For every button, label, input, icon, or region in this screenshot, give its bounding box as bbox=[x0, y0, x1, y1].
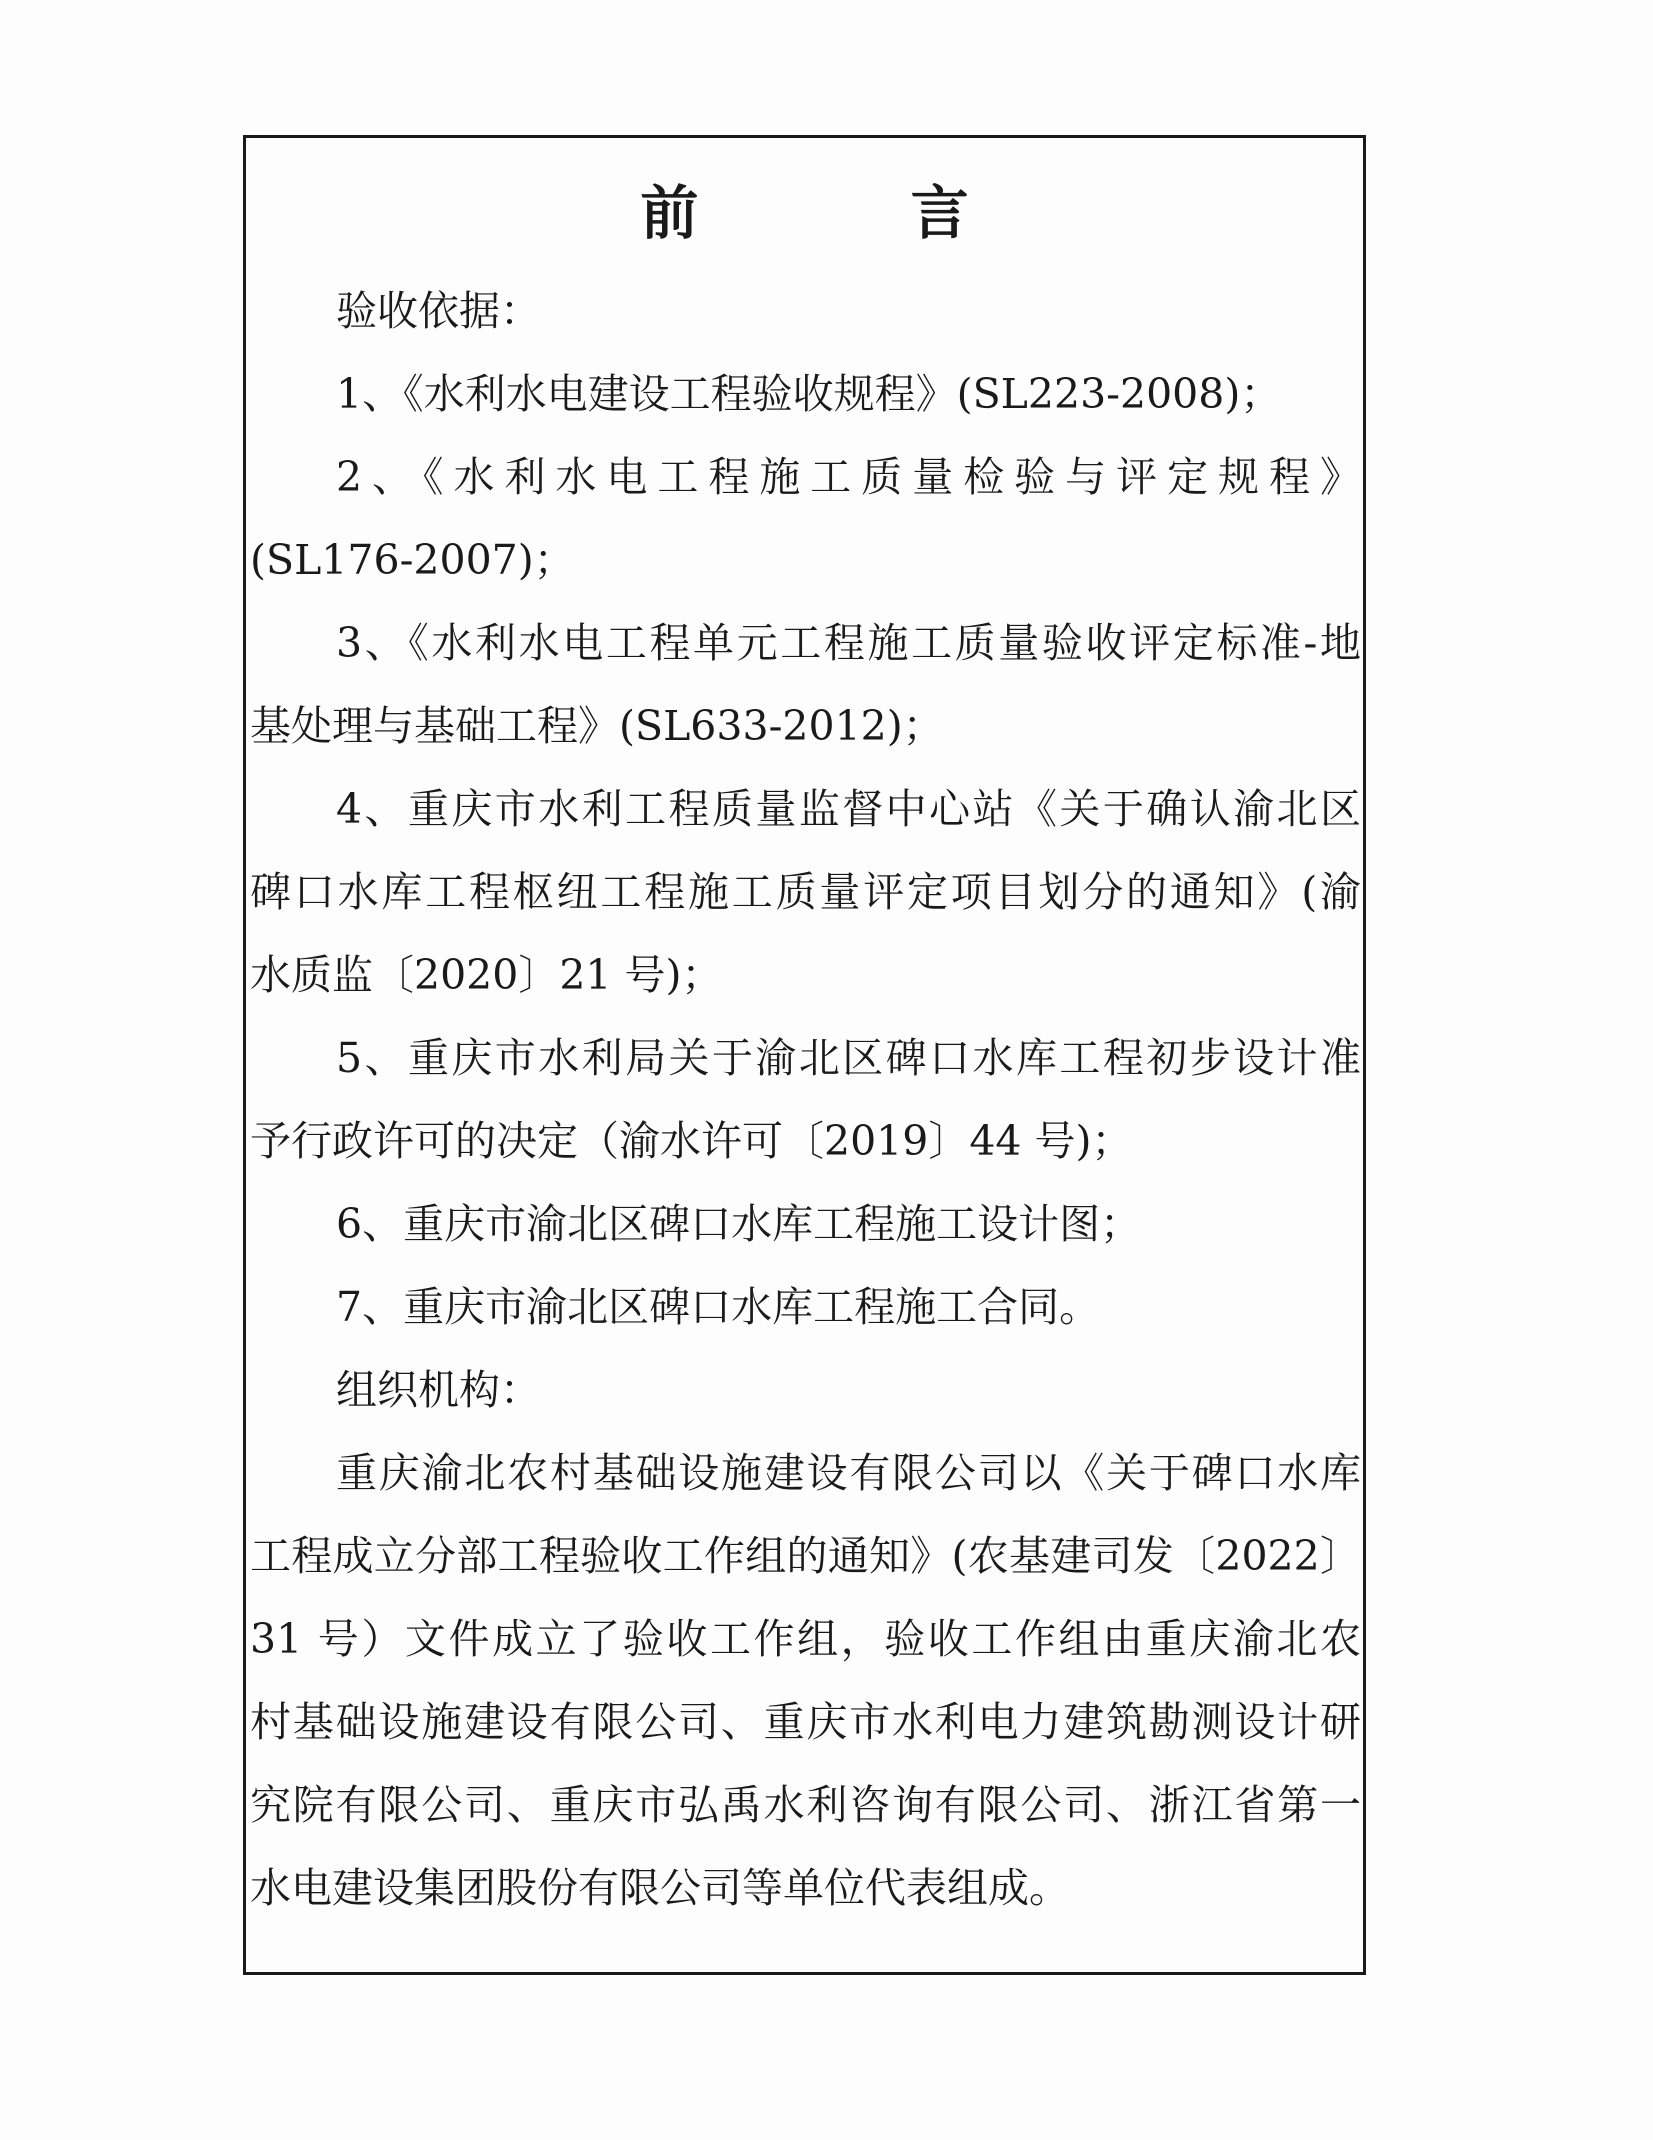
basis-item-2-cont: (SL176-2007)； bbox=[250, 536, 575, 584]
organization-paragraph-line-3: 31 号）文件成立了验收工作组，验收工作组由重庆渝北农 bbox=[250, 1615, 1361, 1663]
page-title: 前 言 bbox=[640, 179, 1065, 247]
basis-item-4-cont-2: 水质监〔2020〕21 号)； bbox=[250, 951, 723, 999]
basis-item-2: 2、《水利水电工程施工质量检验与评定规程》 bbox=[336, 453, 1361, 501]
text-frame bbox=[243, 135, 1366, 1975]
basis-item-5: 5、重庆市水利局关于渝北区碑口水库工程初步设计准 bbox=[336, 1034, 1361, 1082]
organization-paragraph-line-6: 水电建设集团股份有限公司等单位代表组成。 bbox=[250, 1864, 1070, 1912]
organization-paragraph-line-4: 村基础设施建设有限公司、重庆市水利电力建筑勘测设计研 bbox=[250, 1698, 1361, 1746]
basis-item-3: 3、《水利水电工程单元工程施工质量验收评定标准-地 bbox=[336, 619, 1361, 667]
organization-paragraph-line-2: 工程成立分部工程验收工作组的通知》(农基建司发〔2022〕 bbox=[250, 1532, 1361, 1580]
basis-item-1: 1、《水利水电建设工程验收规程》(SL223-2008)； bbox=[336, 370, 1282, 418]
basis-item-4-cont-1: 碑口水库工程枢纽工程施工质量评定项目划分的通知》(渝 bbox=[250, 868, 1361, 916]
basis-item-4: 4、重庆市水利工程质量监督中心站《关于确认渝北区 bbox=[336, 785, 1361, 833]
basis-item-3-cont: 基处理与基础工程》(SL633-2012)； bbox=[250, 702, 944, 750]
section-heading-organization: 组织机构： bbox=[336, 1366, 541, 1414]
organization-paragraph-line-5: 究院有限公司、重庆市弘禹水利咨询有限公司、浙江省第一 bbox=[250, 1781, 1361, 1829]
basis-item-6: 6、重庆市渝北区碑口水库工程施工设计图； bbox=[336, 1200, 1142, 1248]
basis-item-5-cont: 予行政许可的决定（渝水许可〔2019〕44 号)； bbox=[250, 1117, 1133, 1165]
organization-paragraph-line-1: 重庆渝北农村基础设施建设有限公司以《关于碑口水库 bbox=[336, 1449, 1361, 1497]
basis-item-7: 7、重庆市渝北区碑口水库工程施工合同。 bbox=[336, 1283, 1101, 1331]
section-heading-acceptance-basis: 验收依据： bbox=[336, 287, 541, 335]
